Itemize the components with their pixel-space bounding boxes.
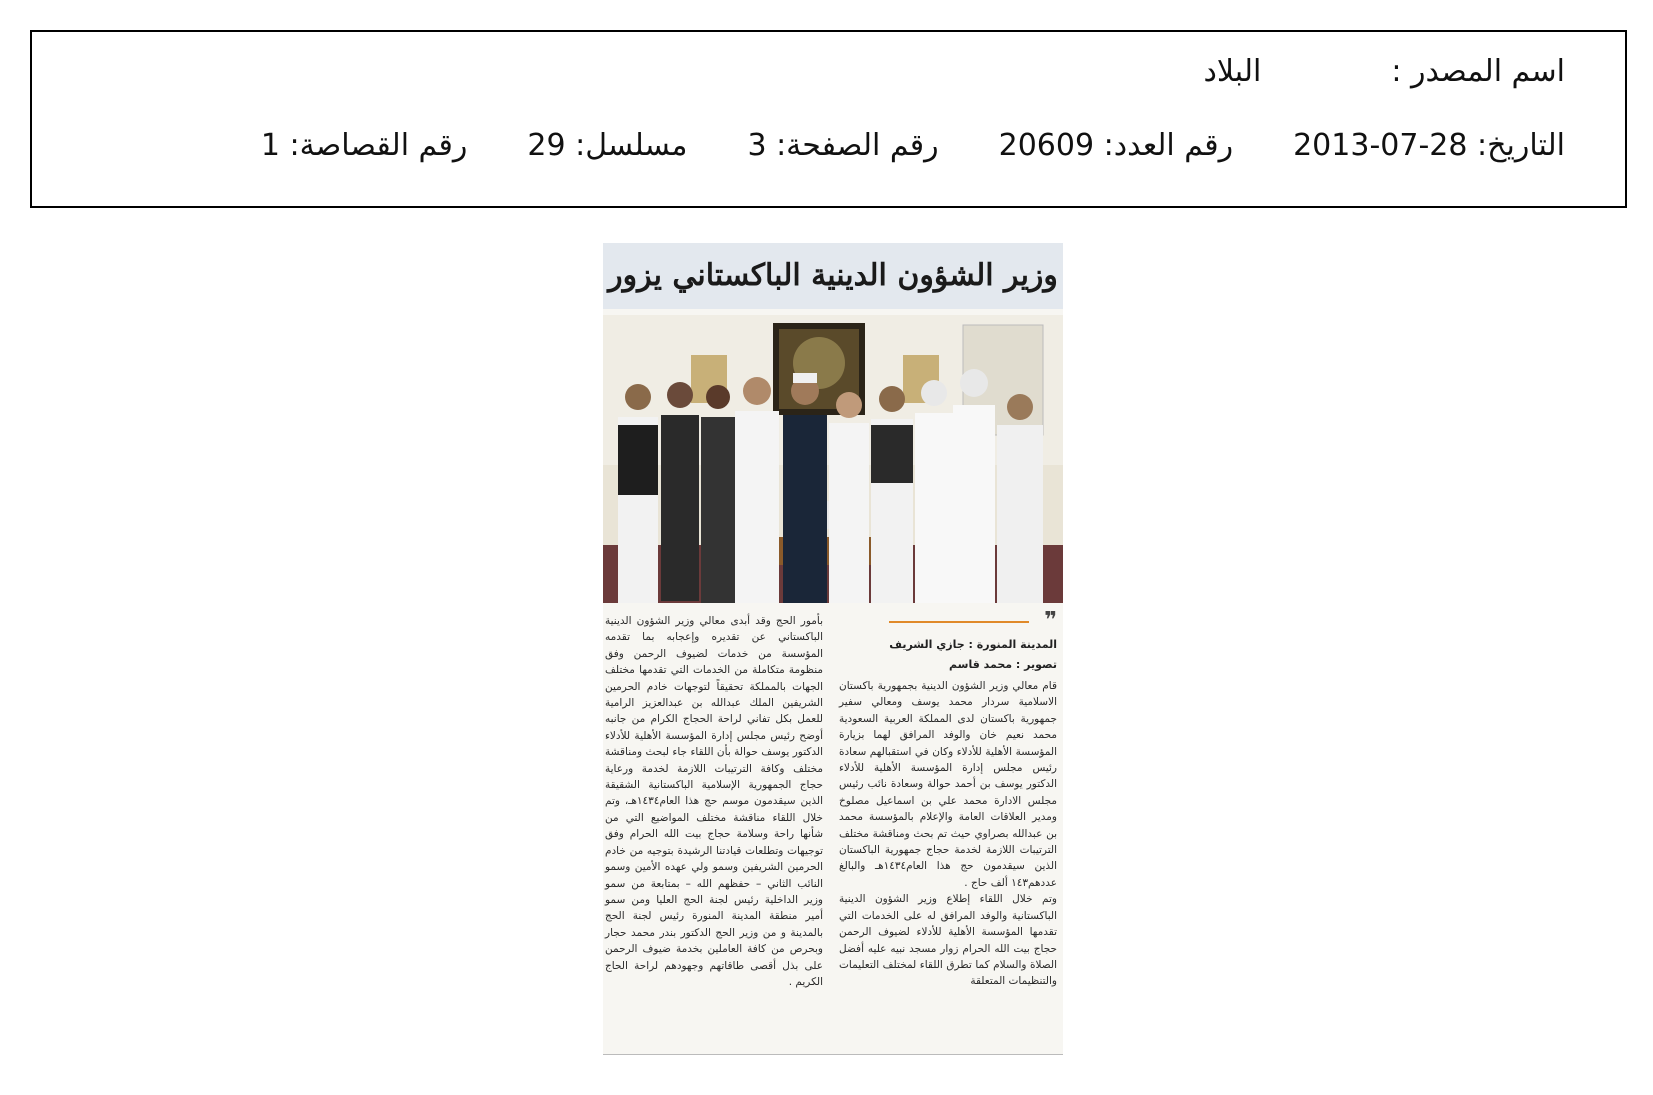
clip-number-field: رقم القصاصة: 1	[260, 128, 468, 163]
article-headline: وزير الشؤون الدينية الباكستاني يزور	[603, 243, 1063, 309]
article-photo	[603, 315, 1063, 603]
source-label: اسم المصدر :	[1391, 54, 1565, 89]
serial-field: مسلسل: 29	[527, 128, 688, 163]
article-column-left	[605, 613, 823, 990]
source-value: البلاد	[1203, 54, 1262, 89]
article-paragraph-2: وتم خلال اللقاء إطلاع وزير الشؤون الدينية الباكستانية والوفد المرافق له على الخدمات التي تقدمها المؤسسة الأهلية للأدلاء لضيوف الرحمن حجاج بيت الله الحرام زوار مسجد نبيه عليه أفضل الصلاة والسلام كما تطرق اللقاء لمختلف التعليمات والتنظيمات المتعلقة	[839, 893, 1057, 988]
page-field: رقم الصفحة: 3	[747, 128, 939, 163]
byline-photographer: تصوير : محمد قاسم	[949, 658, 1057, 671]
quote-mark-icon: ❞	[1044, 608, 1057, 633]
byline-rule	[889, 621, 1029, 623]
clip-bottom-rule	[603, 1054, 1063, 1055]
issue-field: رقم العدد: 20609	[998, 128, 1234, 163]
article-paragraph-3: بأمور الحج وقد أبدى معالي وزير الشؤون الدينية الباكستاني عن تقديره وإعجابه بما تقدمه المؤسسة من خدمات لضيوف الرحمن وفق منظومة متكاملة من الخدمات التي تقدمها مختلف الجهات بالمملكة تحقيقاً لتوجهات خادم الحرمين الشريفين الملك عبدالله بن عبدالعزيز الرامية للعمل بكل تفاني لراحة الحجاج الكرام من جانبه أوضح رئيس مجلس إدارة المؤسسة الأهلية للأدلاء الدكتور يوسف حوالة بأن اللقاء جاء لبحث ومناقشة مختلف وكافة الترتيبات اللازمة لخدمة ورعاية حجاج الجمهورية الإسلامية الباكستانية الشقيقة الذين سيقدمون موسم حج هذا العام١٤٣٤هـ، وتم خلال اللقاء مناقشة مختلف المواضيع التي من شأنها راحة وسلامة حجاج بيت الله الحرام وفق توجيهات وتطلعات قيادتنا الرشيدة بتوجيه من خادم الحرمين الشريفين وسمو ولي عهده الأمين وسمو النائب الثاني – حفظهم الله – بمتابعة من سمو وزير الداخلية رئيس لجنة الحج العليا ومن سمو أمير منطقة المدينة المنورة رئيس لجنة الحج بالمدينة و من وزير الحج الدكتور بندر محمد حجار وبحرص من كافة العاملين بخدمة ضيوف الرحمن على بذل أقصى طاقاتهم وجهودهم لراحة الحاج الكريم .	[605, 615, 823, 988]
byline-reporter: المدينة المنورة : جازي الشريف	[889, 638, 1057, 651]
article-paragraph-1: قام معالي وزير الشؤون الدينية بجمهورية باكستان الاسلامية سردار محمد يوسف ومعالي سفير جمهورية باكستان لدى المملكة العربية السعودية محمد نعيم خان والوفد المرافق لهما بزيارة المؤسسة الأهلية للأدلاء وكان في استقبالهم سعادة رئيس مجلس إدارة المؤسسة الأهلية للأدلاء الدكتور يوسف بن أحمد حوالة وسعادة نائب رئيس مجلس الادارة محمد علي بن اسماعيل مصلوخ ومدير العلاقات العامة والإعلام بالمؤسسة محمد بن عبدالله بصراوي حيث تم بحث ومناقشة مختلف الترتيبات اللازمة لخدمة حجاج جمهورية الباكستان الذين سيقدمون حج هذا العام١٤٣٤هـ والبالغ عددهم١٤٣ ألف حاج .	[839, 680, 1057, 889]
newspaper-clipping	[603, 243, 1063, 1055]
article-column-right	[839, 678, 1057, 990]
source-row	[1204, 54, 1565, 89]
date-field: التاريخ: 28-07-2013	[1293, 128, 1565, 163]
source-info-box	[30, 30, 1627, 208]
meta-row	[261, 128, 1565, 163]
